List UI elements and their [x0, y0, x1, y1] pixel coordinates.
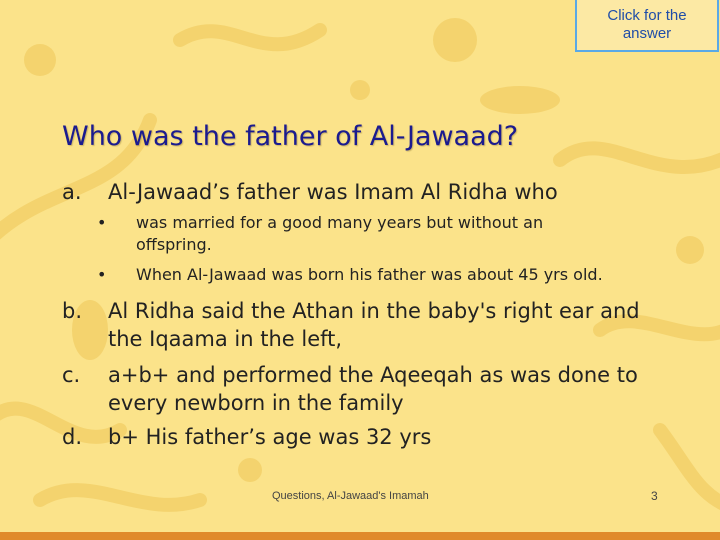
item-marker-b: b.	[62, 299, 83, 323]
click-for-answer-button[interactable]	[575, 0, 719, 52]
footer-text: Questions, Al-Jawaad's Imamah	[272, 490, 429, 502]
bullet-symbol: •	[97, 265, 107, 284]
item-c-text: a+b+ and performed the Aqeeqah as was done to every newborn in the family	[108, 363, 638, 415]
click-for-answer-label: Click for the answer	[607, 7, 687, 42]
item-a-text: Al-Jawaad’s father was Imam Al Ridha who	[108, 180, 558, 204]
item-marker-d: d.	[62, 425, 83, 449]
sub-bullet-2: When Al-Jawaad was born his father was about 45 yrs old.	[136, 265, 603, 284]
item-d-text: b+ His father’s age was 32 yrs	[108, 425, 432, 449]
bottom-accent-bar	[0, 532, 720, 540]
sub-bullet-1: was married for a good many years but without an offspring.	[136, 213, 544, 254]
page-number: 3	[651, 489, 658, 503]
item-b-text: Al Ridha said the Athan in the baby's right ear and the Iqaama in the left,	[108, 299, 640, 351]
slide-title: Who was the father of Al-Jawaad?	[62, 121, 519, 152]
bullet-symbol: •	[97, 213, 107, 232]
item-marker-c: c.	[62, 363, 81, 387]
item-marker-a: a.	[62, 180, 82, 204]
